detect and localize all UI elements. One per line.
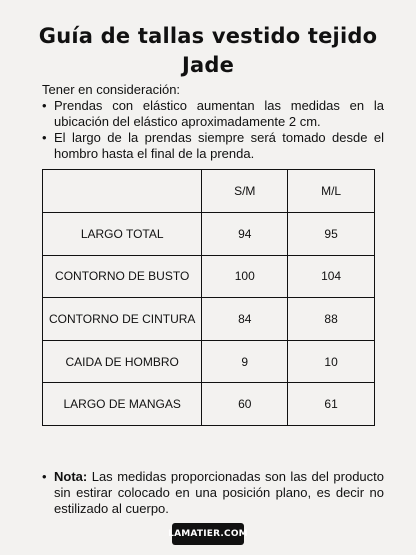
- header-cell-empty: [43, 170, 202, 213]
- row-value-sm: 94: [202, 213, 288, 256]
- brand-badge: LAMATIER.COM: [172, 523, 244, 545]
- table-row: [43, 298, 375, 341]
- row-value-ml: 88: [288, 298, 375, 341]
- table-header-row: [43, 170, 375, 213]
- row-value-sm: 100: [202, 255, 288, 298]
- row-label: CAIDA DE HOMBRO: [43, 340, 202, 383]
- table-row: [43, 383, 375, 426]
- table-row: [43, 213, 375, 256]
- considerations-list: [42, 98, 384, 162]
- header-cell-ml: M/L: [288, 170, 375, 213]
- size-table: [42, 169, 375, 426]
- row-value-ml: 61: [288, 383, 375, 426]
- note-paragraph: [42, 469, 384, 517]
- table-row: [43, 340, 375, 383]
- considerations-intro: Tener en consideración:: [42, 82, 181, 97]
- row-value-sm: 60: [202, 383, 288, 426]
- row-value-sm: 9: [202, 340, 288, 383]
- note-text: Las medidas proporcionadas son las del producto sin estirar colocado en una posición plano, es decir no estilizado al cuerpo.: [54, 469, 384, 516]
- row-label: CONTORNO DE CINTURA: [43, 298, 202, 341]
- row-label: CONTORNO DE BUSTO: [43, 255, 202, 298]
- row-value-ml: 95: [288, 213, 375, 256]
- row-value-ml: 104: [288, 255, 375, 298]
- consideration-item: • El largo de la prendas siempre será tomado desde el hombro hasta el final de la prenda.: [42, 130, 384, 162]
- row-value-ml: 10: [288, 340, 375, 383]
- row-value-sm: 84: [202, 298, 288, 341]
- consideration-item: • Prendas con elástico aumentan las medidas en la ubicación del elástico aproximadamente 2 cm.: [42, 98, 384, 130]
- title-line-1: Guía de tallas vestido tejido: [38, 24, 378, 48]
- note-label: Nota:: [54, 469, 88, 484]
- row-label: LARGO DE MANGAS: [43, 383, 202, 426]
- page-title: [0, 22, 416, 80]
- title-line-2: Jade: [181, 53, 235, 77]
- table-row: [43, 255, 375, 298]
- header-cell-sm: S/M: [202, 170, 288, 213]
- row-label: LARGO TOTAL: [43, 213, 202, 256]
